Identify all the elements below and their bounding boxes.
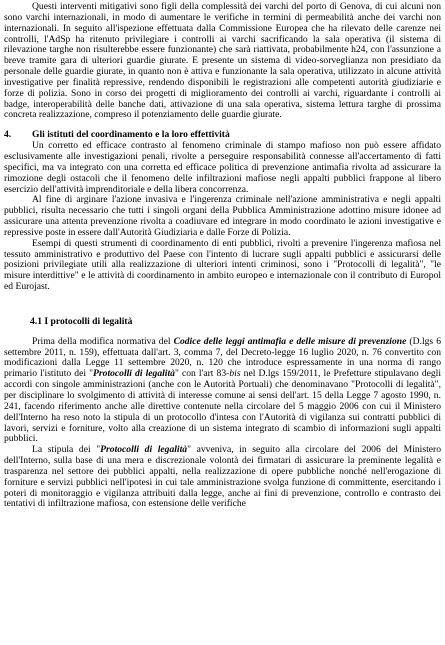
section-4-number: 4.	[4, 129, 12, 141]
text-run: nel D.lgs 159/2011, le Prefetture stipulavano degli accordi con singole amministrazioni (anche con le Autorità Portuali) che denominavano "Protocolli di legalità", per disciplinare lo svolgimento di attività di interesse comune ai sensi dell'art. 15 della Legge 7 agosto 1990, n. 241, facendo riferimento anche alle direttive contenute nella circolare del 5 maggio 2006 con cui il Ministero dell'Interno ha reso noto la stipula di un protocollo d'intesa con l'Autorità di vigilanza sui contratti pubblici di lavori, servizi e forniture, volto alla creazione di un sistema integrato di scambio di informazioni sugli appalti pubblici.	[4, 368, 442, 445]
text-run: " avveniva, in seguito alla circolare del 2006 del Ministero dell'Interno, sulla base di una mera e discrezionale volontà dei firmatari di assicurare la preminente legalità e trasparenza nel settore dei pubblici appalti, nella realizzazione di opere pubbliche nonché nell'erogazione di forniture e servizi pubblici nell'ipotesi in cui tale amministrazione svolga funzione di committente, esercitando i poteri di monitoraggio e vigilanza attribuiti dalla legge, anche ai fini di prevenzione, controllo e contrasto dei tentativi di infiltrazione mafiosa, con estensione delle verifiche	[4, 444, 441, 510]
paragraph-modifica-normativa	[4, 337, 441, 445]
paragraph-varchi: Questi interventi mitigativi sono figli della complessità dei varchi del porto di Genova, di cui alcuni non sono varchi internazionali, in modo di aumentare le verifiche in termini di permeabilità anche dei varchi non internazionali. In seguito all'ispezione effettuata dalla Commissione Europea che ha rilevato delle carenze nei controlli, l'AdSp ha ritenuto privilegiare i controlli ai varchi sacrificando la sala operativa (il sistema di rilevazione targhe non risulterebbe essere funzionante) che sarà riattivata, probabilmente h24, con l'assunzione a breve tramite gara di ulteriori guardie giurate. E presente un sistema di video-sorveglianza non presidiato da personale delle guardie giurate, in quanto non è attiva e funzionante la sala operativa, utilizzato in alcune attività investigative per finalità repressive, rendendo disponibili le registrazioni alle competenti autorità giudiziarie e forze di polizia. Sono in corso dei progetti di miglioramento dei controlli ai varchi, riguardante i controlli ai badge, interoperabilità delle banche dati, attivazione di una sala operativa, sistema lettura targhe di prossima concreta realizzazione, compreso il potenziamento delle guardie giurate.	[4, 1, 441, 121]
text-run: " con l'art 83-	[174, 368, 230, 380]
paragraph-stipula	[4, 445, 441, 510]
paragraph-esempi: Esempi di questi strumenti di coordinamento di enti pubblici, rivolti a prevenire l'ingerenza mafiosa nel tessuto amministrativo e produttivo del Paese con l'intento di lucrare sugli appalti pubblici e assicurarsi delle posizioni privilegiate utili alla realizzazione di ulteriori intenti criminosi, sono i "Protocolli di legalità", "le misure interdittive" e le attività di coordinamento in ambito europeo e internazionale con il contributo di Europol ed Eurojast.	[4, 237, 441, 293]
spacer	[4, 293, 441, 317]
section-4-title: Gli istituti del coordinamento e la loro effettività	[32, 129, 230, 141]
text-run: (D.lgs 6 settembre 2011, n. 159), effettuata dall'art. 3, comma 7, del Decreto-legge 16 luglio 2020, n. 76 convertito con modificazioni dalla Legge 11 settembre 2020, n. 120 che introduce espressamente in una norma di rango primario l'istituto dei "	[4, 335, 441, 380]
protocolli-emphasis: Protocolli di legalità	[100, 444, 188, 456]
paragraph-arginare: Al fine di arginare l'azione invasiva e l'ingerenza criminale nell'azione amministrativa e negli appalti pubblici, risulta necessario che tutti i singoli organi della Pubblica Amministrazione adottino misure idonee ad assicurare una attenta prevenzione rivolta a coadiuvare ed integrare in modo coordinato le azioni investigative e repressive poste in essere dall'Autorità Giudiziaria e dalle Forze di Polizia.	[4, 194, 441, 238]
code-title-emphasis: Codice delle leggi antimafia e delle misure di prevenzione	[173, 335, 407, 347]
text-run: La stipula dei "	[32, 444, 101, 456]
bis-italic: bis	[229, 368, 241, 380]
text-run: Prima della modifica normativa del	[32, 335, 174, 347]
protocolli-emphasis: Protocolli di legalità	[93, 368, 175, 380]
paragraph-contrasto: Un corretto ed efficace contrasto al fenomeno criminale di stampo mafioso non può essere affidato esclusivamente alle investigazioni penali, rivolte a perseguire responsabilità connesse all'accertamento di fatti specifici, ma va integrato con una corretta ed efficace politica di prevenzione antimafia rivolta ad assicurare la rimozione degli ostacoli che il fenomeno delle infiltrazioni mafiose negli appalti pubblici frappone al libero esercizio dell'attività imprenditoriale e della libera concorrenza.	[4, 140, 441, 195]
section-4-1-heading: 4.1 I protocolli di legalità	[30, 315, 133, 327]
